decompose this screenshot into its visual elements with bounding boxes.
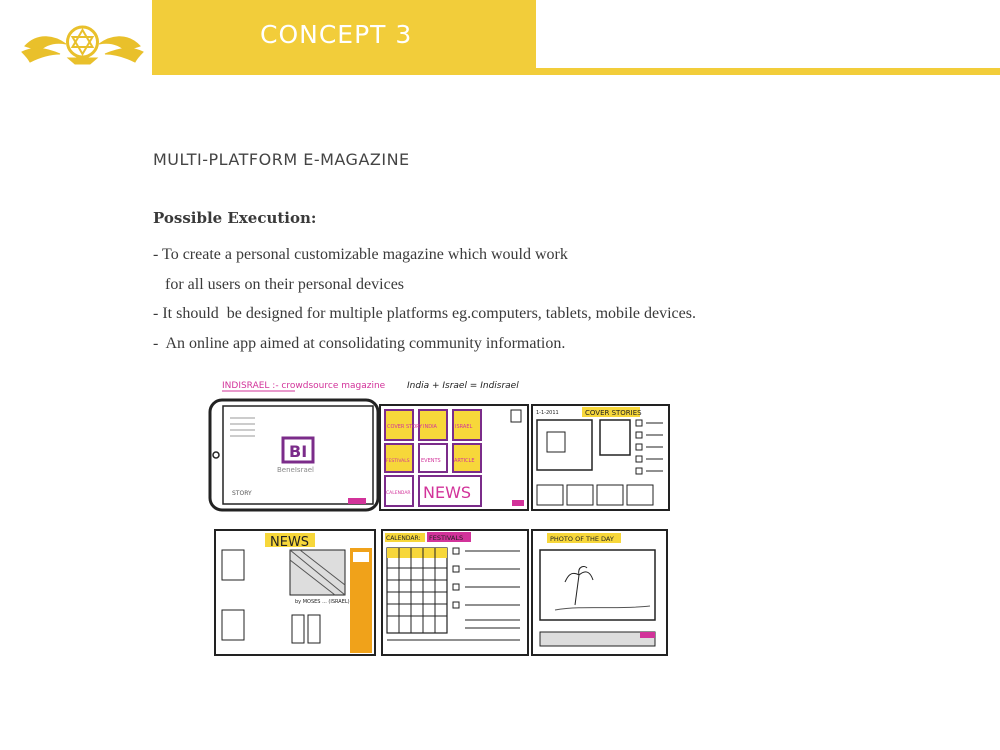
list-item: for all users on their personal devices xyxy=(153,275,405,293)
list-item: - An online app aimed at consolidating community information. xyxy=(153,334,566,352)
execution-list xyxy=(153,240,696,358)
execution-heading: Possible Execution: xyxy=(153,209,317,227)
screen-news xyxy=(215,530,375,655)
tile-label: COVER STORY xyxy=(387,424,423,430)
tile-label: FESTIVALS xyxy=(386,459,410,464)
list-item: - To create a personal customizable magazine which would work xyxy=(153,246,568,263)
list-item: - It should be designed for multiple platforms eg.computers, tablets, mobile devices. xyxy=(153,305,696,322)
screen1-logo: BI xyxy=(289,442,308,461)
screen-tablet-home xyxy=(210,400,378,510)
photo-title: PHOTO OF THE DAY xyxy=(550,535,614,543)
screen-photo-of-day xyxy=(532,530,667,655)
screen1-story: STORY xyxy=(232,490,252,497)
news-byline: by MOSES ... (ISRAEL) xyxy=(295,599,350,605)
sketch-equation: India + Israel = Indisrael xyxy=(407,381,519,391)
screen-tile-grid xyxy=(380,405,528,510)
cover-title: COVER STORIES xyxy=(585,409,642,417)
tile-label: CALENDAR xyxy=(386,491,411,496)
news-title: NEWS xyxy=(270,535,310,550)
screen1-caption: BeneIsrael xyxy=(277,466,314,474)
tile-label: INDIA xyxy=(423,424,437,430)
section-subtitle: MULTI-PLATFORM E-MAGAZINE xyxy=(153,150,410,169)
screen-calendar xyxy=(382,530,528,655)
calendar-title: CALENDAR: xyxy=(386,535,421,542)
header-accent-line xyxy=(536,68,1000,75)
star-of-david-ornament-icon xyxy=(20,18,145,68)
tile-label: EVENTS xyxy=(421,458,441,464)
page-title: CONCEPT 3 xyxy=(260,20,413,49)
tile-label: ARTICLE xyxy=(454,458,475,464)
screen-cover-stories xyxy=(532,405,669,510)
sketch-title: INDISRAEL :- crowdsource magazine xyxy=(222,381,386,391)
wireframe-sketch xyxy=(195,370,685,730)
calendar-highlight: FESTIVALS xyxy=(429,534,464,542)
cover-date: 1-1-2011 xyxy=(536,410,559,416)
tile-label: ISRAEL xyxy=(455,424,473,430)
tile-news: NEWS xyxy=(423,483,472,502)
